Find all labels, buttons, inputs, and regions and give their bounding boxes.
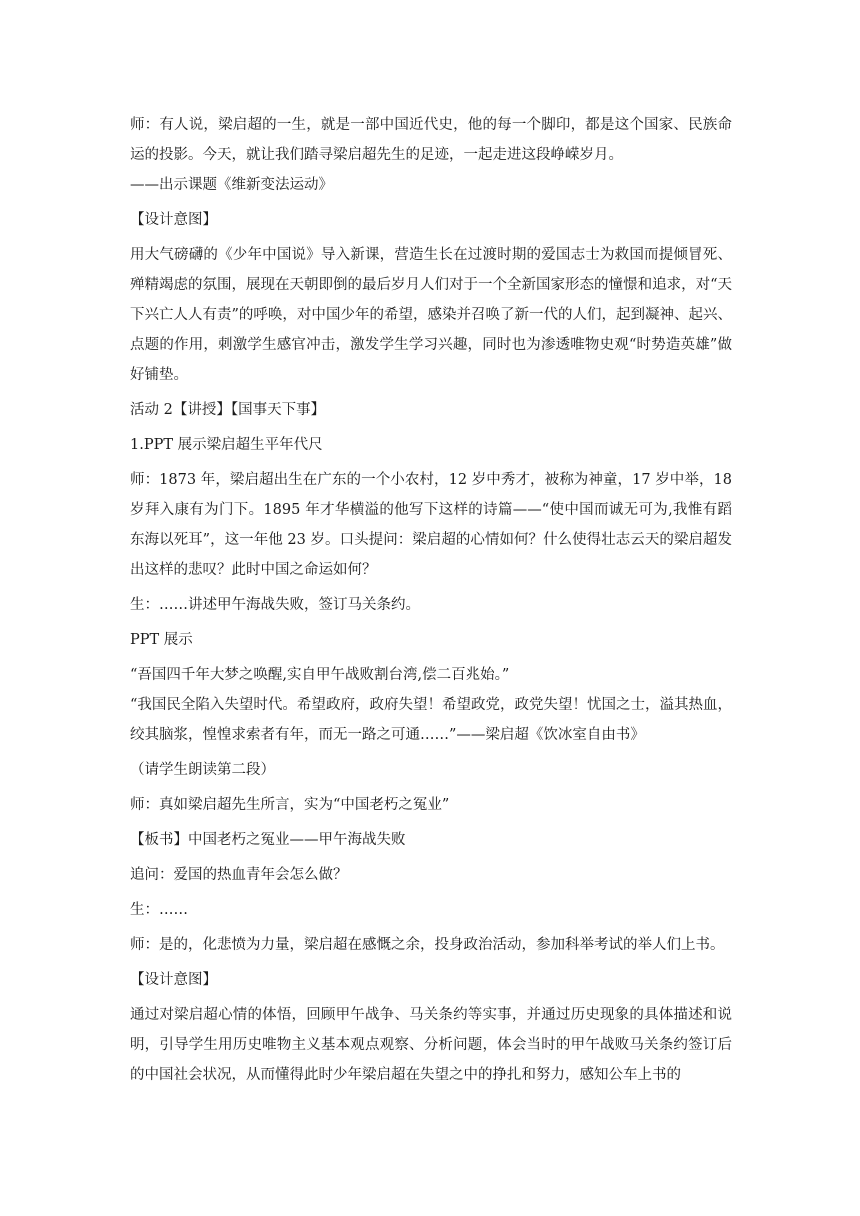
- teacher-biography-paragraph: 师：1873 年，梁启超出生在广东的一个小农村，12 岁中秀才，被称为神童，17 岁中举，18 岁拜入康有为门下。1895 年才华横溢的他写下这样的诗篇——“使中国而诚无可为,我惟有蹈东海以死耳”，这一年他 23 岁。口头提问：梁启超的心情如何？什么使得壮志云天的梁启超发出这样的悲叹？此时中国之命运如何？: [130, 472, 732, 578]
- student-answer-line: 生：……: [130, 902, 188, 918]
- blackboard-line: 【板书】中国老朽之冤业——甲午海战失败: [130, 832, 406, 848]
- design-intent-heading: 【设计意图】: [130, 212, 217, 228]
- quote-paragraph-2: “我国民全陷入失望时代。希望政府，政府失望！希望政党，政党失望！忧国之士，溢其热血，绞其脑浆，惶惶求索者有年，而无一路之可通……”——梁启超《饮冰室自由书》: [130, 697, 732, 743]
- activity-heading: 活动 2【讲授】【国事天下事】: [130, 402, 326, 418]
- design-intent-heading-2: 【设计意图】: [130, 972, 217, 988]
- reading-instruction-line: （请学生朗读第二段）: [130, 762, 275, 778]
- teacher-comment-line: 师：真如梁启超先生所言，实为“中国老朽之冤业”: [130, 797, 450, 813]
- follow-up-question-line: 追问：爱国的热血青年会怎么做？: [130, 867, 348, 883]
- teacher-conclusion-line: 师：是的，化悲愤为力量，梁启超在感慨之余，投身政治活动，参加科举考试的举人们上书。: [130, 937, 725, 953]
- document-body: [130, 110, 732, 1095]
- student-response-line: 生：……讲述甲午海战失败，签订马关条约。: [130, 597, 420, 613]
- design-intent-paragraph: 用大气磅礴的《少年中国说》导入新课，营造生长在过渡时期的爱国志士为救国而提倾冒死、殚精竭虑的氛围，展现在天朝即倒的最后岁月人们对于一个全新国家形态的憧憬和追求，对“天下兴亡人人有责”的呼唤，对中国少年的希望，感染并召唤了新一代的人们，起到凝神、起兴、点题的作用，刺激学生感官冲击，激发学生学习兴趣，同时也为渗透唯物史观“时势造英雄”做好铺垫。: [130, 247, 732, 383]
- ppt-timeline-line: 1.PPT 展示梁启超生平年代尺: [130, 437, 323, 453]
- lesson-title-line: ——出示课题《维新变法运动》: [130, 177, 333, 193]
- design-intent-paragraph-2: 通过对梁启超心情的体悟，回顾甲午战争、马关条约等实事，并通过历史现象的具体描述和说明，引导学生用历史唯物主义基本观点观察、分析问题，体会当时的甲午战败马关条约签订后的中国社会状况，从而懂得此时少年梁启超在失望之中的挣扎和努力，感知公车上书的: [130, 1007, 732, 1083]
- ppt-display-line: PPT 展示: [130, 632, 193, 648]
- teacher-opening-paragraph: 师：有人说，梁启超的一生，就是一部中国近代史，他的每一个脚印，都是这个国家、民族命运的投影。今天，就让我们踏寻梁启超先生的足迹，一起走进这段峥嵘岁月。: [130, 117, 732, 163]
- quote-line-1: “吾国四千年大梦之唤醒,实自甲午战败割台湾,偿二百兆始。”: [130, 667, 510, 683]
